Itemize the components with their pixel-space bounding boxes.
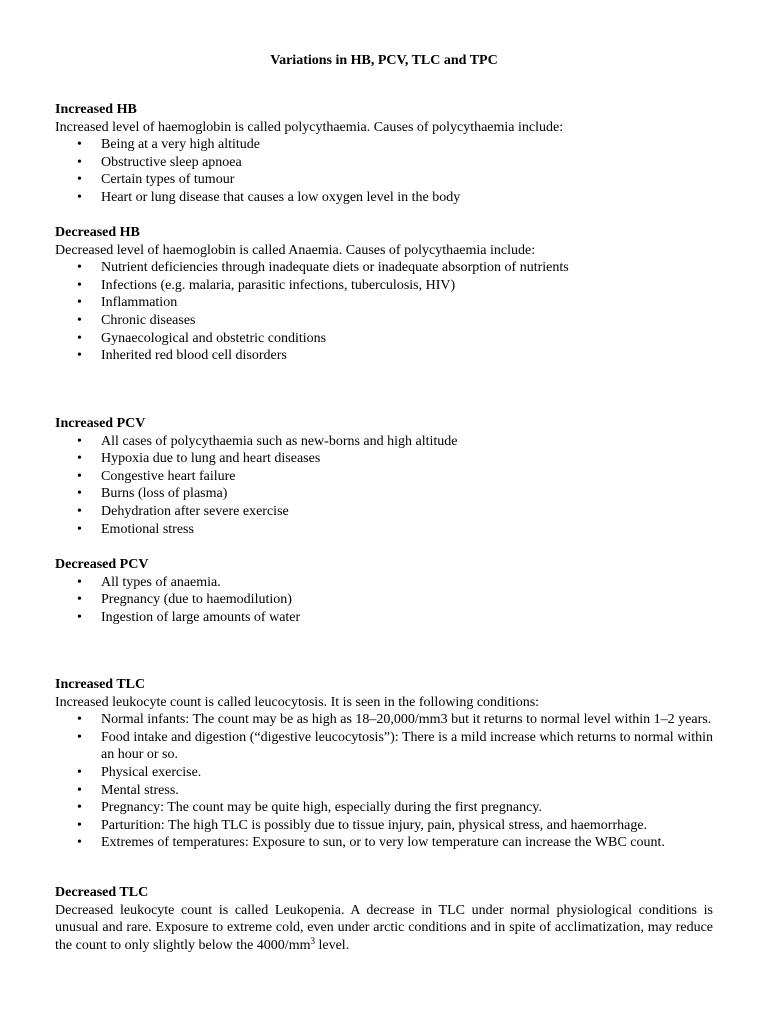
list-item: • Inflammation: [77, 295, 178, 311]
list-item: • Food intake and digestion (“digestive leucocytosis”): There is a mild increase which returns to normal within an hour or so.: [77, 729, 713, 763]
bullet-icon: •: [77, 574, 82, 590]
list-item: • Chronic diseases: [77, 312, 196, 328]
bullet-list: [55, 711, 713, 852]
bullet-icon: •: [77, 521, 82, 537]
bullet-list: [55, 136, 713, 206]
bullet-icon: •: [77, 764, 82, 780]
bullet-icon: •: [77, 835, 82, 851]
bullet-icon: •: [77, 433, 82, 449]
list-item: • Physical exercise.: [77, 764, 202, 780]
bullet-icon: •: [77, 277, 82, 293]
bullet-icon: •: [77, 312, 82, 328]
section-increased-pcv: [55, 415, 713, 538]
bullet-list: [55, 433, 713, 539]
bullet-icon: •: [77, 451, 82, 467]
section-heading: Increased HB: [55, 102, 137, 117]
bullet-icon: •: [77, 172, 82, 188]
list-item: • Being at a very high altitude: [77, 137, 261, 153]
bullet-icon: •: [77, 137, 82, 153]
page-title: Variations in HB, PCV, TLC and TPC: [270, 53, 498, 68]
list-item: • Obstructive sleep apnoea: [77, 154, 242, 170]
list-item: • Parturition: The high TLC is possibly due to tissue injury, pain, physical stress, and haemorrhage.: [77, 817, 648, 833]
bullet-icon: •: [77, 817, 82, 833]
list-item: • Infections (e.g. malaria, parasitic infections, tuberculosis, HIV): [77, 277, 456, 293]
list-item: • Normal infants: The count may be as high as 18–20,000/mm3 but it returns to normal level within 1–2 years.: [77, 712, 712, 728]
list-item: • Mental stress.: [77, 782, 179, 798]
bullet-icon: •: [77, 609, 82, 625]
bullet-icon: •: [77, 468, 82, 484]
bullet-icon: •: [77, 348, 82, 364]
bullet-icon: •: [77, 486, 82, 502]
bullet-icon: •: [77, 782, 82, 798]
section-increased-hb: [55, 101, 713, 207]
list-item: • Pregnancy (due to haemodilution): [77, 592, 292, 608]
section-increased-tlc: [55, 676, 713, 852]
list-item: • Certain types of tumour: [77, 172, 235, 188]
bullet-icon: •: [77, 503, 82, 519]
section-intro: Increased level of haemoglobin is called polycythaemia. Causes of polycythaemia include:: [55, 119, 564, 135]
bullet-icon: •: [77, 154, 82, 170]
bullet-icon: •: [77, 295, 82, 311]
bullet-icon: •: [77, 712, 82, 728]
list-item: • Pregnancy: The count may be quite high, especially during the first pregnancy.: [77, 800, 542, 816]
bullet-icon: •: [77, 330, 82, 346]
list-item: • Gynaecological and obstetric conditions: [77, 330, 327, 346]
section-heading: Increased PCV: [55, 416, 146, 431]
list-item: • Dehydration after severe exercise: [77, 503, 289, 519]
section-paragraph: Decreased leukocyte count is called Leukopenia. A decrease in TLC under normal physiological conditions is unusual and rare. Exposure to extreme cold, even under arctic conditions and in spite of acclimatization, may reduce the count to only slightly below the $4000/mm^3$ level.: [55, 902, 713, 953]
list-item: • Extremes of temperatures: Exposure to sun, or to very low temperature can increase the WBC count.: [77, 835, 665, 851]
bullet-icon: •: [77, 592, 82, 608]
bullet-list: [55, 574, 713, 627]
bullet-icon: •: [77, 260, 82, 276]
section-heading: Increased TLC: [55, 677, 146, 692]
section-decreased-hb: [55, 224, 713, 365]
list-item: • Heart or lung disease that causes a low oxygen level in the body: [77, 189, 461, 205]
list-item: • All types of anaemia.: [77, 574, 221, 590]
bullet-list: [55, 259, 713, 365]
section-intro: Increased leukocyte count is called leucocytosis. It is seen in the following conditions:: [55, 694, 540, 710]
section-intro: Decreased level of haemoglobin is called Anaemia. Causes of polycythaemia include:: [55, 242, 536, 258]
list-item: • Congestive heart failure: [77, 468, 236, 484]
bullet-icon: •: [77, 189, 82, 205]
list-item: • Burns (loss of plasma): [77, 486, 228, 502]
list-item: • Hypoxia due to lung and heart diseases: [77, 451, 321, 467]
list-item: • All cases of polycythaemia such as new-borns and high altitude: [77, 433, 458, 449]
section-decreased-tlc: [55, 884, 713, 954]
section-decreased-pcv: [55, 556, 713, 626]
section-heading: Decreased HB: [55, 225, 140, 240]
list-item: • Emotional stress: [77, 521, 194, 537]
bullet-icon: •: [77, 800, 82, 816]
list-item: • Ingestion of large amounts of water: [77, 609, 301, 625]
list-item: • Inherited red blood cell disorders: [77, 348, 287, 364]
list-item: • Nutrient deficiencies through inadequate diets or inadequate absorption of nutrients: [77, 260, 569, 276]
section-heading: Decreased PCV: [55, 557, 149, 572]
bullet-icon: •: [77, 729, 82, 745]
section-heading: Decreased TLC: [55, 885, 149, 900]
